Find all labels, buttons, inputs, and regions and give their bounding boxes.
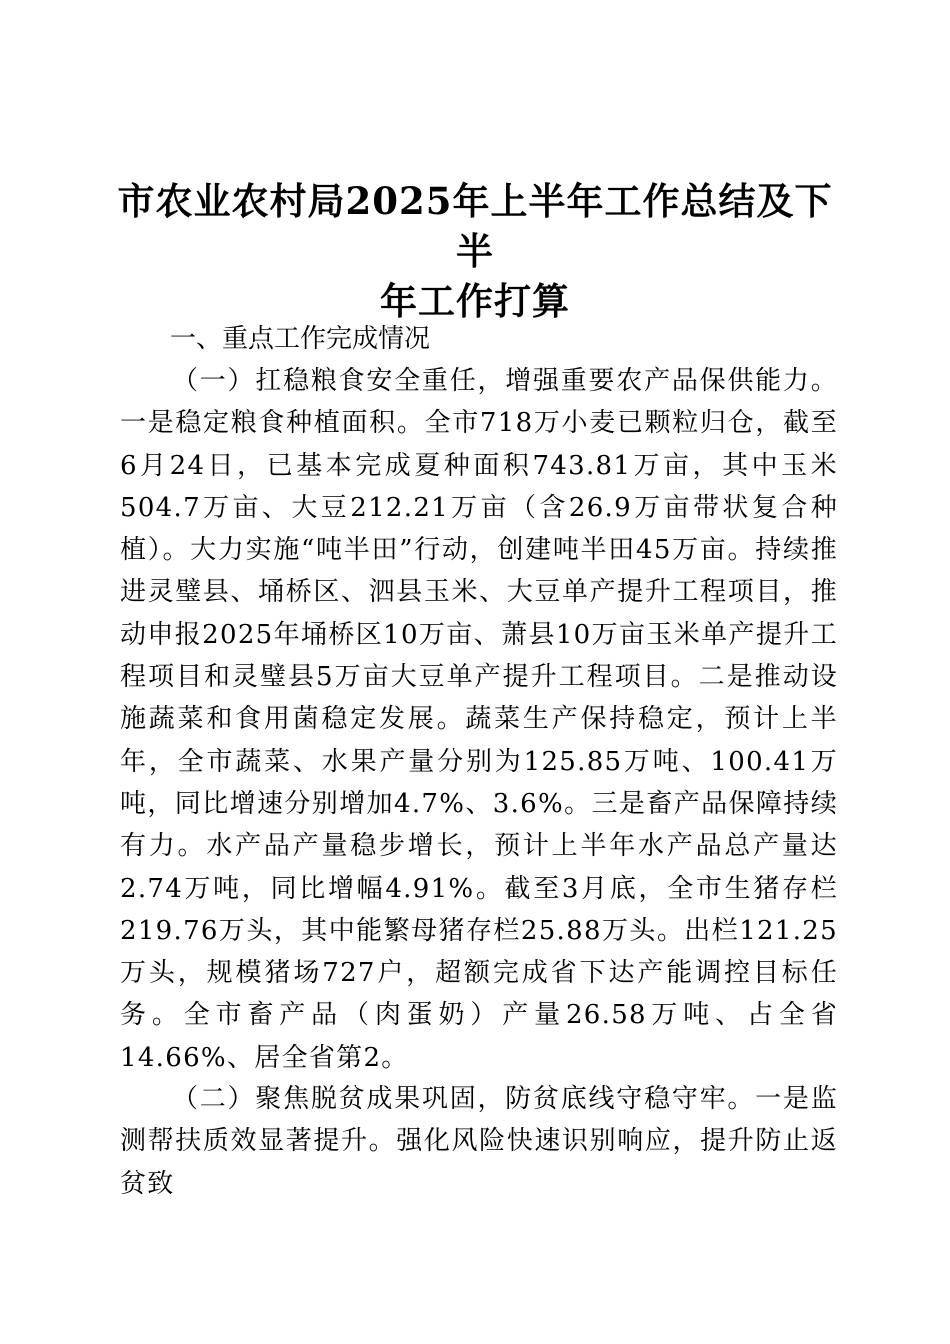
paragraph-poverty-alleviation: （二）聚焦脱贫成果巩固，防贫底线守稳守牢。一是监测帮扶质效显著提升。强化风险快速识别响应，提升防止返贫致 — [120, 1084, 838, 1199]
document-title — [100, 176, 850, 326]
section-heading-key-work: 一、重点工作完成情况 — [170, 324, 431, 354]
paragraph-grain-security: （一）扛稳粮食安全重任，增强重要农产品保供能力。一是稳定粮食种植面积。全市718万小麦已颗粒归仓，截至6月24日，已基本完成夏种面积743.81万亩，其中玉米504.7万亩、大豆212.21万亩（含26.9万亩带状复合种植）。大力实施“吨半田”行动，创建吨半田45万亩。持续推进灵璧县、埇桥区、泗县玉米、大豆单产提升工程项目，推动申报2025年埇桥区10万亩、萧县10万亩玉米单产提升工程项目和灵璧县5万亩大豆单产提升工程项目。二是推动设施蔬菜和食用菌稳定发展。蔬菜生产保持稳定，预计上半年，全市蔬菜、水果产量分别为125.85万吨、100.41万吨，同比增速分别增加4.7%、3.6%。三是畜产品保障持续有力。水产品产量稳步增长，预计上半年水产品总产量达2.74万吨，同比增幅4.91%。截至3月底，全市生猪存栏219.76万头，其中能繁母猪存栏25.88万头。出栏121.25万头，规模猪场727户，超额完成省下达产能调控目标任务。全市畜产品（肉蛋奶）产量26.58万吨、占全省14.66%、居全省第2。 — [120, 366, 838, 1073]
document-title-line-2: 年工作打算 — [380, 279, 570, 323]
document-title-line-1: 市农业农村局2025年上半年工作总结及下半 — [117, 179, 833, 273]
